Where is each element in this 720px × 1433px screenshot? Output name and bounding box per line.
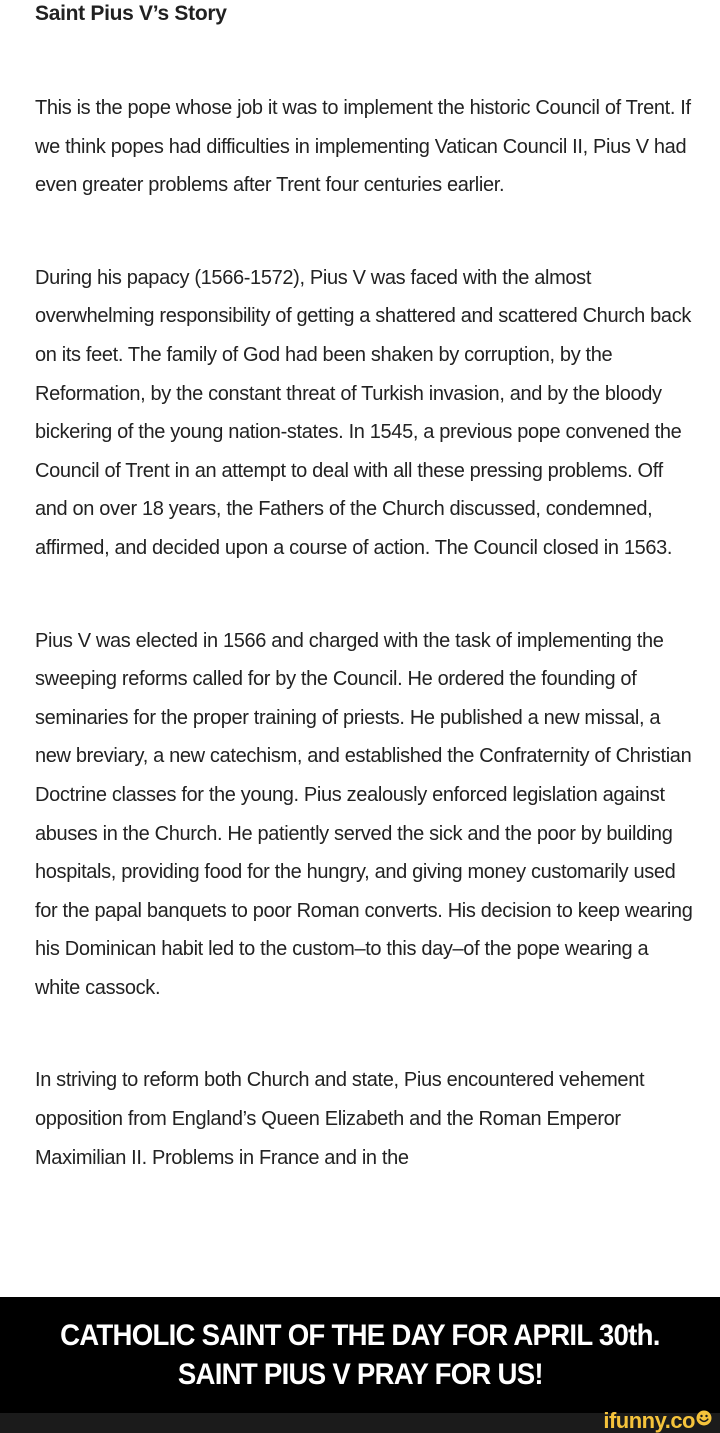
- ifunny-watermark: [603, 1409, 712, 1433]
- meme-caption: [0, 1297, 720, 1413]
- caption-line-1: CATHOLIC SAINT OF THE DAY FOR APRIL 30th.: [60, 1319, 660, 1352]
- article-paragraph: In striving to reform both Church and state, Pius encountered vehement opposition from England’s Queen Elizabeth and the Roman Emperor Maximilian II. Problems in France and in the: [35, 1069, 645, 1169]
- article-paragraph: During his papacy (1566-1572), Pius V was faced with the almost overwhelming responsibility of getting a shattered and scattered Church back on its feet. The family of God had been shaken by corruption, by the Reformation, by the constant threat of Turkish invasion, and by the bloody bickering of the young nation-states. In 1545, a previous pope convened the Council of Trent in an attempt to deal with all these pressing problems. Off and on over 18 years, the Fathers of the Church discussed, condemned, affirmed, and decided upon a course of action. The Council closed in 1563.: [35, 266, 691, 559]
- article-body: [35, 89, 695, 1231]
- caption-line-2: SAINT PIUS V PRAY FOR US!: [177, 1358, 543, 1391]
- smiley-icon: [696, 1410, 712, 1426]
- article-heading: Saint Pius V’s Story: [35, 2, 227, 25]
- article-paragraph: This is the pope whose job it was to implement the historic Council of Trent. If we think popes had difficulties in implementing Vatican Council II, Pius V had even greater problems after Trent four centuries earlier.: [35, 97, 691, 197]
- article-paragraph: Pius V was elected in 1566 and charged with the task of implementing the sweeping reforms called for by the Council. He ordered the founding of seminaries for the proper training of priests. He published a new missal, a new breviary, a new catechism, and established the Confraternity of Christian Doctrine classes for the young. Pius zealously enforced legislation against abuses in the Church. He patiently served the sick and the poor by building hospitals, providing food for the hungry, and giving money customarily used for the papal banquets to poor Roman converts. His decision to keep wearing his Dominican habit led to the custom–to this day–of the pope wearing a white cassock.: [35, 629, 693, 999]
- watermark-bar: [0, 1408, 720, 1433]
- watermark-text: ifunny.co: [603, 1408, 695, 1433]
